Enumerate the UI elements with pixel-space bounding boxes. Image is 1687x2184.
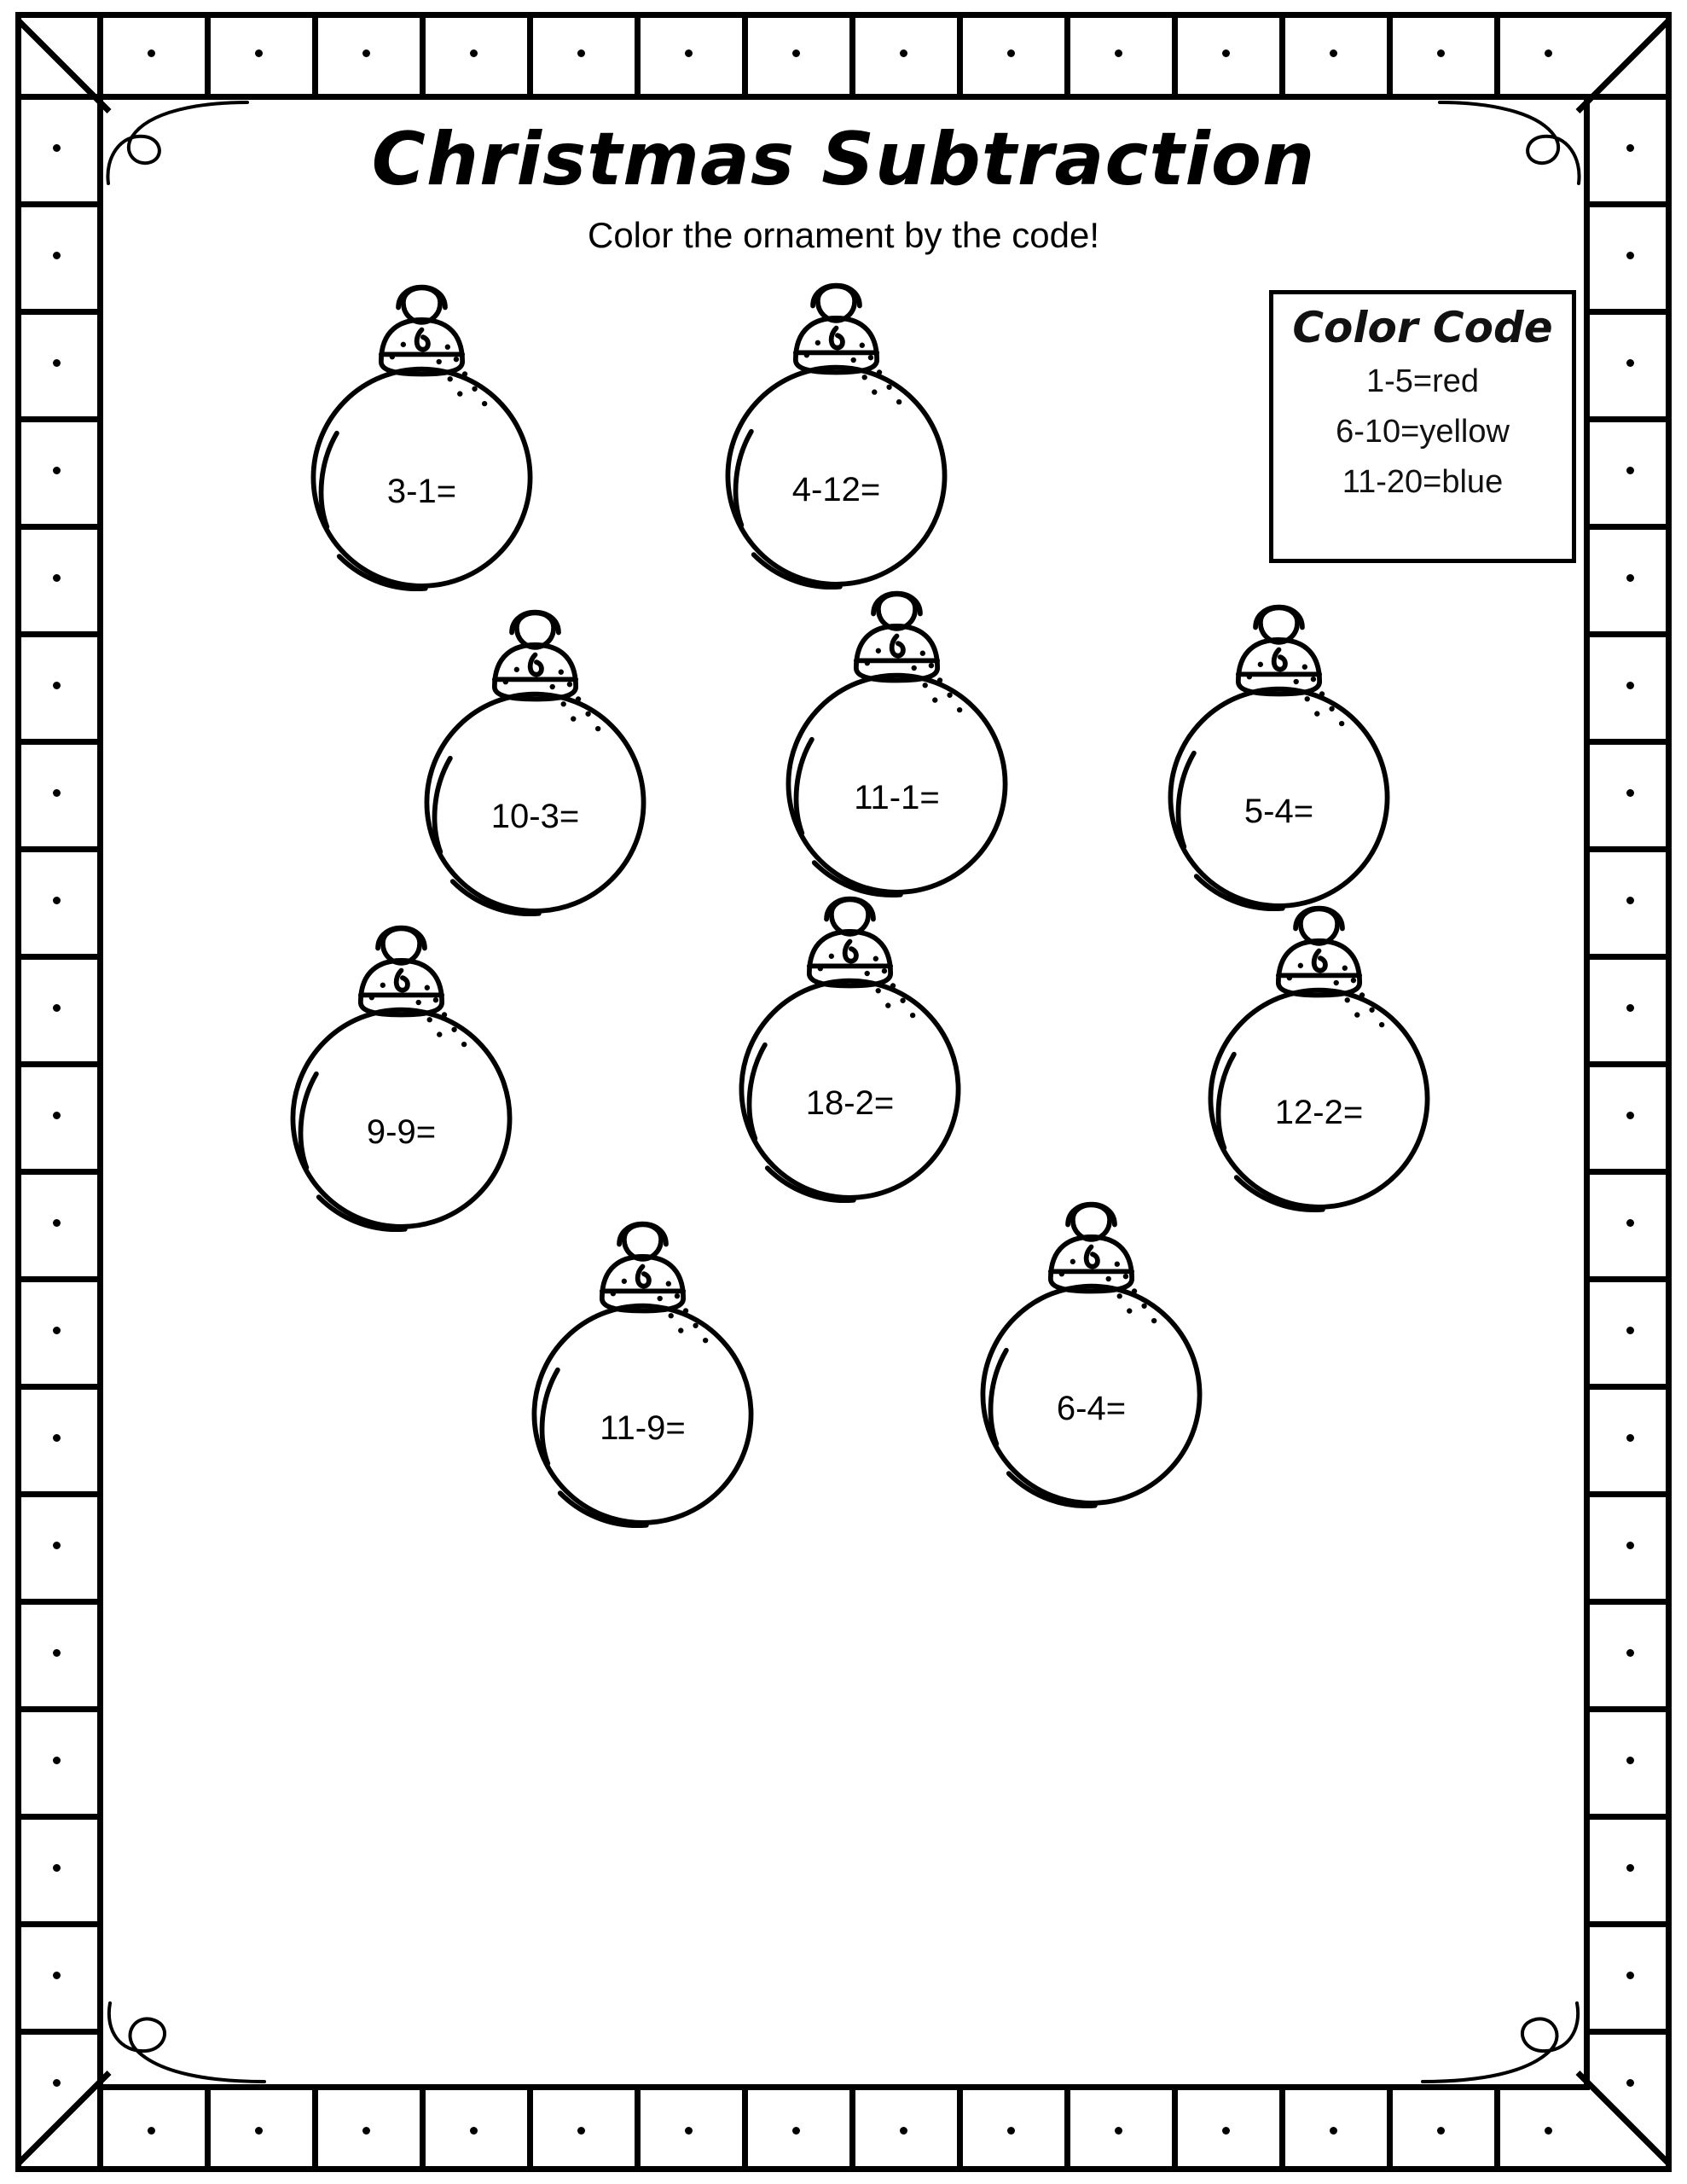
ornament-problem[interactable] xyxy=(937,1182,1245,1553)
problem-equation: 5-4= xyxy=(1244,793,1314,830)
worksheet-content xyxy=(107,102,1580,2082)
problem-equation: 3-1= xyxy=(386,473,457,510)
problem-equation: 11-9= xyxy=(600,1409,686,1447)
color-code-line-red: 1-5=red xyxy=(1365,363,1480,399)
page-title: Christmas Subtraction xyxy=(371,117,1316,202)
ornament-grid xyxy=(107,256,1580,2082)
problem-equation: 9-9= xyxy=(366,1113,437,1151)
swirl-doodle-top-left xyxy=(98,94,252,213)
swirl-doodle-top-right xyxy=(1435,94,1589,213)
problem-equation: 6-4= xyxy=(1056,1390,1127,1427)
ornament-shape xyxy=(268,265,576,636)
problem-equation: 18-2= xyxy=(805,1084,895,1122)
color-code-title: Color Code xyxy=(1292,303,1553,352)
ornament-shape xyxy=(381,590,689,961)
problem-equation: 12-2= xyxy=(1274,1094,1364,1131)
problem-equation: 10-3= xyxy=(490,798,580,835)
problem-equation: 11-1= xyxy=(854,779,940,816)
color-code-line-yellow: 6-10=yellow xyxy=(1336,413,1510,450)
color-code-line-blue: 11-20=blue xyxy=(1342,463,1504,500)
ornament-problem[interactable] xyxy=(381,590,689,961)
ornament-problem[interactable] xyxy=(268,265,576,636)
page-subtitle: Color the ornament by the code! xyxy=(587,215,1100,256)
problem-equation: 4-12= xyxy=(791,471,881,508)
ornament-shape xyxy=(937,1182,1245,1553)
ornament-problem[interactable] xyxy=(489,1202,797,1572)
ornament-shape xyxy=(489,1202,797,1572)
